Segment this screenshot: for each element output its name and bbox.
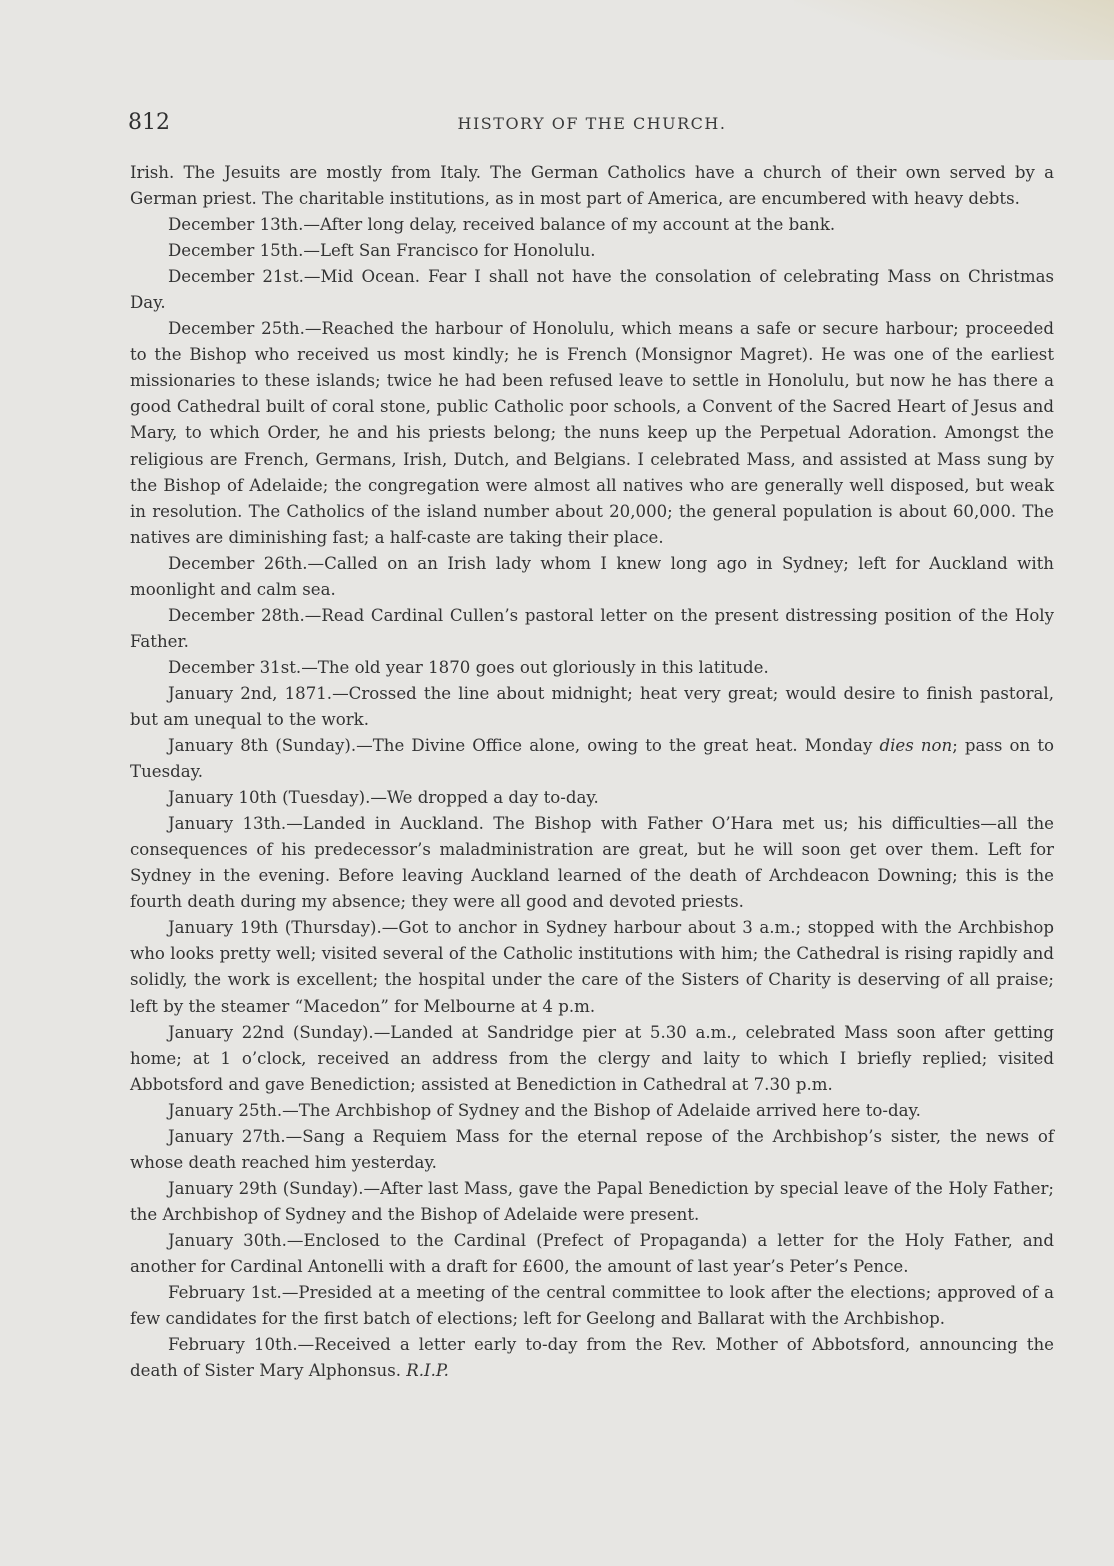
entry-jan-8-text: January 8th (Sunday).—The Divine Office alone, owing to the great heat. Monday: [168, 736, 880, 756]
entry-jan-8-italic: dies non: [879, 736, 953, 756]
entry-dec-15: December 15th.—Left San Francisco for Honolulu.: [168, 241, 596, 261]
entry-jan-10: January 10th (Tuesday).—We dropped a day to-day.: [168, 788, 599, 808]
entry-dec-28: December 28th.—Read Cardinal Cullen’s pastoral letter on the present distressing position of the Holy Father.: [130, 605, 1054, 651]
entry-jan-30: January 30th.—Enclosed to the Cardinal (Prefect of Propaganda) a letter for the Holy Father, and another for Cardinal Antonelli with a draft for £600, the amount of last year’s Peter’s Pence.: [130, 1230, 1054, 1276]
body-text: [130, 160, 1054, 1384]
entry-dec-13: December 13th.—After long delay, received balance of my account at the bank.: [168, 215, 836, 235]
entry-feb-1: February 1st.—Presided at a meeting of the central committee to look after the elections; approved of a few candidates for the first batch of elections; left for Geelong and Ballarat with the Archbishop.: [130, 1283, 1054, 1329]
entry-jan-8-text-end: ; pass on to Tuesday.: [130, 736, 1055, 782]
entry-jan-13: January 13th.—Landed in Auckland. The Bishop with Father O’Hara met us; his difficulties—all the consequences of his predecessor’s maladministration are great, but he will soon get over them. Left for Sydney in the evening. Before leaving Auckland learned of the death of Archdeacon Downing; this is the fourth death during my absence; they were all good and devoted priests.: [130, 814, 1054, 912]
entry-feb-10-italic: R.I.P.: [406, 1361, 449, 1381]
page-header: [128, 108, 1056, 140]
page-number: 812: [128, 110, 170, 135]
entry-dec-26: December 26th.—Called on an Irish lady whom I knew long ago in Sydney; left for Auckland with moonlight and calm sea.: [130, 553, 1054, 599]
entry-dec-21: December 21st.—Mid Ocean. Fear I shall not have the consolation of celebrating Mass on Christmas Day.: [130, 267, 1054, 313]
entry-jan-29: January 29th (Sunday).—After last Mass, gave the Papal Benediction by special leave of the Holy Father; the Archbishop of Sydney and the Bishop of Adelaide were present.: [130, 1178, 1054, 1224]
entry-jan-27: January 27th.—Sang a Requiem Mass for the eternal repose of the Archbishop’s sister, the news of whose death reached him yesterday.: [130, 1126, 1054, 1172]
entry-feb-10: [130, 1332, 1054, 1384]
entry-jan-25: January 25th.—The Archbishop of Sydney and the Bishop of Adelaide arrived here to-day.: [168, 1100, 921, 1120]
entry-jan-19: January 19th (Thursday).—Got to anchor in Sydney harbour about 3 a.m.; stopped with the Archbishop who looks pretty well; visited several of the Catholic institutions with him; the Cathedral is rising rapidly and solidly, the work is excellent; the hospital under the care of the Sisters of Charity is deserving of all praise; left by the steamer “Macedon” for Melbourne at 4 p.m.: [130, 918, 1054, 1016]
paper-stain: [794, 0, 1114, 60]
entry-dec-31: December 31st.—The old year 1870 goes out gloriously in this latitude.: [168, 657, 769, 677]
running-head: HISTORY OF THE CHURCH.: [457, 114, 727, 133]
entry-jan-2: January 2nd, 1871.—Crossed the line about midnight; heat very great; would desire to finish pastoral, but am unequal to the work.: [130, 683, 1054, 729]
entry-jan-22: January 22nd (Sunday).—Landed at Sandridge pier at 5.30 a.m., celebrated Mass soon after getting home; at 1 o’clock, received an address from the clergy and laity to which I briefly replied; visited Abbotsford and gave Benediction; assisted at Benediction in Cathedral at 7.30 p.m.: [130, 1022, 1054, 1094]
paragraph-continuation: Irish. The Jesuits are mostly from Italy. The German Catholics have a church of their own served by a German priest. The charitable institutions, as in most part of America, are encumbered with heavy debts.: [130, 163, 1054, 209]
entry-feb-10-text: February 10th.—Received a letter early to-day from the Rev. Mother of Abbotsford, announcing the death of Sister Mary Alphonsus.: [130, 1335, 1054, 1381]
entry-jan-8: [130, 733, 1054, 785]
entry-dec-25: December 25th.—Reached the harbour of Honolulu, which means a safe or secure harbour; proceeded to the Bishop who received us most kindly; he is French (Monsignor Magret). He was one of the earliest missionaries to these islands; twice he had been refused leave to settle in Honolulu, but now he has there a good Cathedral built of coral stone, public Catholic poor schools, a Convent of the Sacred Heart of Jesus and Mary, to which Order, he and his priests belong; the nuns keep up the Perpetual Adoration. Amongst the religious are French, Germans, Irish, Dutch, and Belgians. I celebrated Mass, and assisted at Mass sung by the Bishop of Adelaide; the congregation were almost all natives who are generally well disposed, but weak in resolution. The Catholics of the island number about 20,000; the general population is about 60,000. The natives are diminishing fast; a half-caste are taking their place.: [130, 319, 1054, 547]
